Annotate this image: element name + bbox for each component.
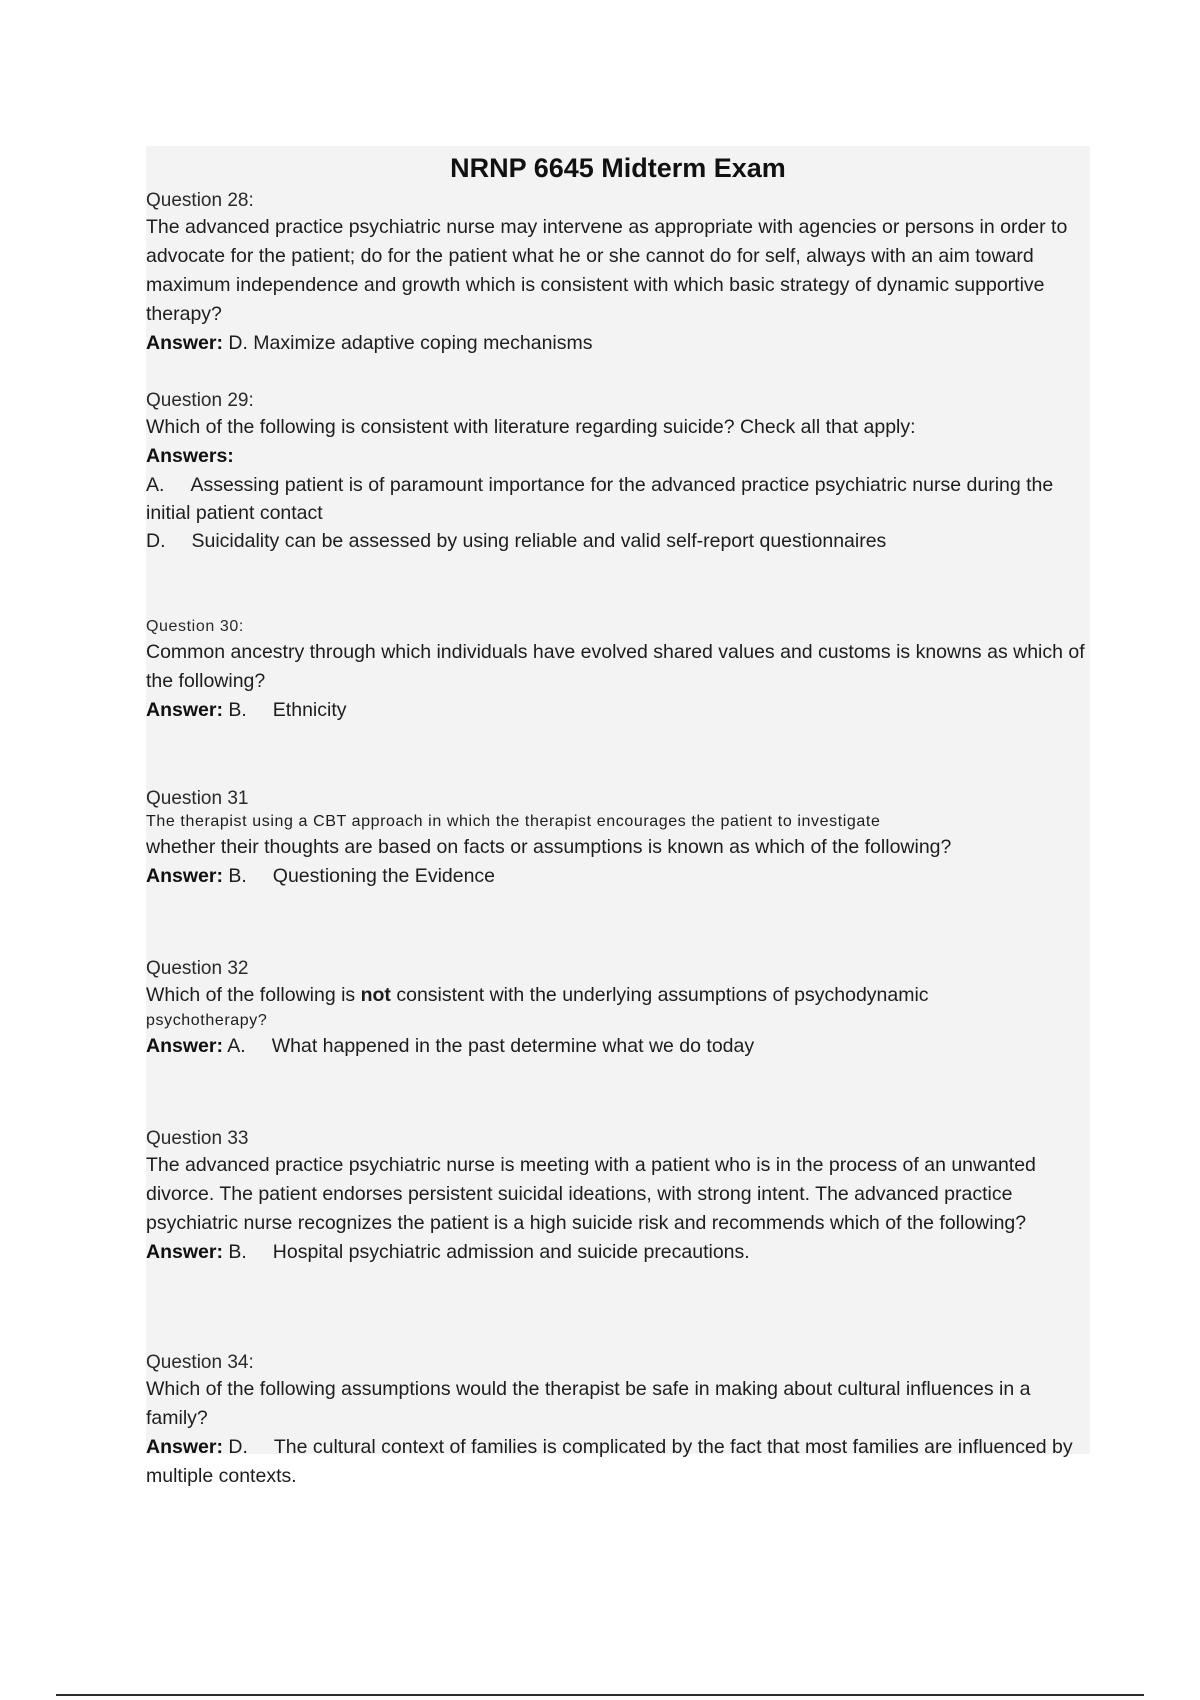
- question-label: Question 31: [146, 788, 249, 809]
- question-text-line-2: psychotherapy?: [146, 1012, 268, 1029]
- answer-item: [146, 527, 1090, 555]
- answer-letter: D.: [228, 332, 248, 354]
- answer-label: Answer:: [146, 1436, 223, 1458]
- question-label: Question 33: [146, 1128, 249, 1149]
- answer-line: [146, 1032, 1090, 1061]
- question-text-end: consistent with the underlying assumptions of psychodynamic: [396, 984, 929, 1006]
- answer-text: Questioning the Evidence: [272, 865, 496, 887]
- answer-letter: D.: [228, 1436, 248, 1458]
- footer-divider: [56, 1694, 1144, 1696]
- answer-line: [146, 442, 1090, 471]
- answer-item: [146, 471, 1090, 527]
- answer-label: Answer:: [146, 865, 223, 887]
- answer-text: Ethnicity: [272, 699, 347, 721]
- question-text: The advanced practice psychiatric nurse is meeting with a patient who is in the process of an unwanted divorce. The patient endorses persistent suicidal ideations, with strong intent. The advanced practice psychiatric nurse recognizes the patient is a high suicide risk and recommends which of the following?: [146, 1154, 1036, 1234]
- answer-label: Answer:: [146, 1241, 223, 1263]
- question-text-line-2: whether their thoughts are based on facts or assumptions is known as which of the following?: [146, 836, 952, 858]
- answer-text: What happened in the past determine what we do today: [271, 1035, 755, 1057]
- question-text: [146, 981, 1090, 1010]
- answer-line: [146, 862, 1090, 891]
- question-29: [146, 388, 1090, 555]
- question-32: [146, 956, 1090, 1061]
- answer-item-text: Assessing patient is of paramount importance for the advanced practice psychiatric nurse during the initial patient contact: [146, 474, 1054, 524]
- answer-letter: A.: [227, 1035, 246, 1057]
- answer-text: Hospital psychiatric admission and suicide precautions.: [272, 1241, 750, 1263]
- question-text-start: Which of the following is: [146, 984, 356, 1006]
- answer-label: Answer:: [146, 699, 223, 721]
- question-text: The advanced practice psychiatric nurse may intervene as appropriate with agencies or persons in order to advocate for the patient; do for the patient what he or she cannot do for self, always with an aim toward maximum independence and growth which is consistent with which basic strategy of dynamic supportive therapy?: [146, 216, 1068, 325]
- question-text-line-1: The therapist using a CBT approach in which the therapist encourages the patient to investigate: [146, 813, 881, 830]
- answer-letter: B.: [228, 699, 247, 721]
- answer-label: Answers:: [146, 445, 234, 467]
- answer-label: Answer:: [146, 332, 223, 354]
- answer-letter: B.: [228, 1241, 247, 1263]
- answer-item-letter: D.: [146, 530, 166, 552]
- question-text: Common ancestry through which individuals have evolved shared values and customs is knowns as which of the following?: [146, 641, 1085, 692]
- page-title: NRNP 6645 Midterm Exam: [450, 153, 786, 183]
- question-31: [146, 786, 1090, 891]
- answer-letter: B.: [228, 865, 247, 887]
- question-label: Question 34:: [146, 1352, 254, 1373]
- exam-page: [146, 152, 1090, 1487]
- question-34: [146, 1350, 1090, 1491]
- answer-line: [146, 1238, 1090, 1267]
- question-33: [146, 1126, 1090, 1267]
- question-label: Question 30:: [146, 618, 244, 635]
- answer-line: [146, 329, 1090, 358]
- question-label: Question 32: [146, 958, 249, 979]
- answer-label: Answer:: [146, 1035, 223, 1057]
- question-label: Question 28:: [146, 190, 254, 211]
- question-text: Which of the following assumptions would the therapist be safe in making about cultural influences in a family?: [146, 1378, 1031, 1429]
- answer-line: [146, 1433, 1090, 1491]
- question-28: [146, 188, 1090, 358]
- answer-text: Maximize adaptive coping mechanisms: [253, 332, 593, 354]
- question-30: [146, 616, 1090, 725]
- question-text: Which of the following is consistent with literature regarding suicide? Check all that apply:: [146, 416, 916, 438]
- answer-line: [146, 696, 1090, 725]
- answer-text: The cultural context of families is complicated by the fact that most families are influenced by multiple contexts.: [146, 1436, 1073, 1487]
- question-label: Question 29:: [146, 390, 254, 411]
- answer-item-text: Suicidality can be assessed by using reliable and valid self-report questionnaires: [191, 530, 887, 552]
- answer-item-letter: A.: [146, 474, 165, 496]
- question-emphasis: not: [360, 984, 391, 1006]
